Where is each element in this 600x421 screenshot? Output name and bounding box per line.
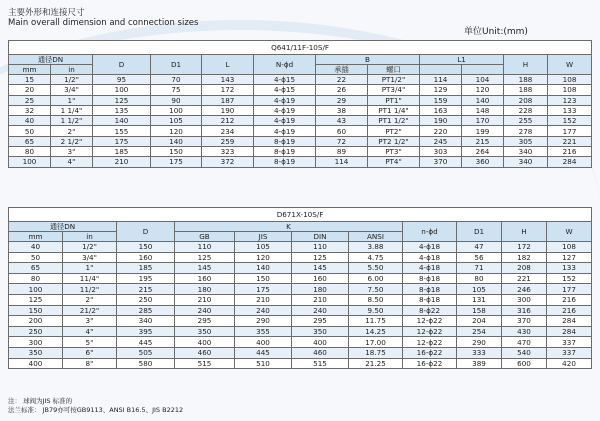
table-cell: 32 bbox=[9, 105, 51, 115]
table-cell: 445 bbox=[235, 347, 292, 358]
table-cell: 4" bbox=[63, 326, 117, 337]
table-cell: 50 bbox=[9, 252, 63, 263]
table-cell: 221 bbox=[502, 273, 547, 284]
table-row bbox=[9, 136, 592, 146]
page-title-chinese: 主要外形和连接尺寸 bbox=[8, 8, 85, 18]
table-cell: 510 bbox=[235, 358, 292, 369]
table-cell: 4-ϕ19 bbox=[254, 126, 316, 136]
table-cell: 175 bbox=[235, 284, 292, 295]
table-cell: 110 bbox=[292, 242, 349, 253]
table-cell: PT4" bbox=[368, 157, 420, 167]
table-cell: 290 bbox=[457, 337, 502, 348]
table-cell: 131 bbox=[457, 294, 502, 305]
header-k-gb: GB bbox=[175, 232, 235, 242]
table-cell: 3.88 bbox=[349, 242, 403, 253]
table-cell: 210 bbox=[175, 294, 235, 305]
header-b-socket: 承插 bbox=[316, 65, 368, 75]
table-row bbox=[9, 75, 592, 85]
table-cell: 250 bbox=[117, 294, 175, 305]
table-cell: 25 bbox=[9, 95, 51, 105]
table-cell: 43 bbox=[316, 116, 368, 126]
table-row bbox=[9, 263, 592, 274]
table-cell: 4-ϕ19 bbox=[254, 116, 316, 126]
table-cell: 284 bbox=[548, 157, 592, 167]
table-cell: 2" bbox=[51, 126, 93, 136]
table-cell: 8-ϕ19 bbox=[254, 147, 316, 157]
table-cell: 3/4" bbox=[63, 252, 117, 263]
header-n-phi-d: n-ϕd bbox=[403, 222, 457, 242]
dimension-table-q641 bbox=[8, 40, 592, 168]
table-cell: 180 bbox=[175, 284, 235, 295]
table-row bbox=[9, 316, 592, 327]
header-w: W bbox=[547, 222, 592, 242]
table-cell: 300 bbox=[502, 294, 547, 305]
header-k-jis: JIS bbox=[235, 232, 292, 242]
table-cell: 38 bbox=[316, 105, 368, 115]
table-cell: 105 bbox=[235, 242, 292, 253]
table-row bbox=[9, 358, 592, 369]
table-cell: 1 1/4" bbox=[51, 105, 93, 115]
table-cell: 216 bbox=[547, 305, 592, 316]
table-cell: 133 bbox=[548, 105, 592, 115]
header-k-din: DIN bbox=[292, 232, 349, 242]
table-cell: 12-ϕ22 bbox=[403, 316, 457, 327]
table-cell: 50 bbox=[9, 126, 51, 136]
header-d: D bbox=[93, 55, 151, 75]
table-cell: 4-ϕ19 bbox=[254, 95, 316, 105]
table-cell: 18.75 bbox=[349, 347, 403, 358]
table-cell: 172 bbox=[502, 242, 547, 253]
table-cell: 104 bbox=[462, 75, 504, 85]
table-cell: 255 bbox=[504, 116, 548, 126]
table-cell: 127 bbox=[547, 252, 592, 263]
table-cell: 240 bbox=[175, 305, 235, 316]
table-cell: 123 bbox=[548, 95, 592, 105]
table-cell: 90 bbox=[151, 95, 202, 105]
table-cell: 8-ϕ18 bbox=[403, 294, 457, 305]
table-cell: 259 bbox=[202, 136, 254, 146]
table-cell: 26 bbox=[316, 85, 368, 95]
table-cell: 460 bbox=[175, 347, 235, 358]
header-d1: D1 bbox=[457, 222, 502, 242]
table-cell: 350 bbox=[175, 326, 235, 337]
table-cell: 16-ϕ22 bbox=[403, 358, 457, 369]
table-cell: 100 bbox=[9, 157, 51, 167]
table-cell: 160 bbox=[117, 252, 175, 263]
table-cell: 72 bbox=[316, 136, 368, 146]
table-cell: 188 bbox=[504, 75, 548, 85]
table-row bbox=[9, 147, 592, 157]
header-d1: D1 bbox=[151, 55, 202, 75]
note-line-1: 注： 球阀为JIS 标准的 bbox=[8, 397, 73, 405]
table-cell: 185 bbox=[93, 147, 151, 157]
table-cell: 108 bbox=[548, 85, 592, 95]
table-row bbox=[9, 105, 592, 115]
table-cell: 100 bbox=[151, 105, 202, 115]
table-cell: 100 bbox=[93, 85, 151, 95]
table-cell: 395 bbox=[117, 326, 175, 337]
table-cell: 228 bbox=[504, 105, 548, 115]
table-cell: 65 bbox=[9, 136, 51, 146]
table-cell: 284 bbox=[547, 316, 592, 327]
table-cell: 1/2" bbox=[51, 75, 93, 85]
table-cell: PT1 1/4" bbox=[368, 105, 420, 115]
header-l1: L1 bbox=[420, 55, 504, 65]
table-cell: 8.50 bbox=[349, 294, 403, 305]
table-cell: 1" bbox=[63, 263, 117, 274]
table-cell: PT3/4" bbox=[368, 85, 420, 95]
table-cell: 580 bbox=[117, 358, 175, 369]
table-cell: 6.00 bbox=[349, 273, 403, 284]
unit-label: 单位Unit:(mm) bbox=[464, 27, 528, 37]
table-cell: 360 bbox=[462, 157, 504, 167]
table-cell: 295 bbox=[175, 316, 235, 327]
table-cell: 4-ϕ19 bbox=[254, 105, 316, 115]
table-cell: 155 bbox=[93, 126, 151, 136]
table-cell: 21.25 bbox=[349, 358, 403, 369]
header-w: W bbox=[548, 55, 592, 75]
table-cell: 188 bbox=[504, 85, 548, 95]
table-cell: 210 bbox=[235, 294, 292, 305]
table-cell: 210 bbox=[292, 294, 349, 305]
table-cell: 143 bbox=[202, 75, 254, 85]
table-cell: 400 bbox=[235, 337, 292, 348]
table-cell: 8" bbox=[63, 358, 117, 369]
table-cell: PT1 1/2" bbox=[368, 116, 420, 126]
table-cell: 445 bbox=[117, 337, 175, 348]
table-cell: 4-ϕ18 bbox=[403, 252, 457, 263]
table-cell: 540 bbox=[502, 347, 547, 358]
header-k-ansi: ANSI bbox=[349, 232, 403, 242]
table-cell: 215 bbox=[462, 136, 504, 146]
header-h: H bbox=[504, 55, 548, 75]
table-cell: 316 bbox=[502, 305, 547, 316]
table-row bbox=[9, 337, 592, 348]
header-l: L bbox=[202, 55, 254, 75]
table-cell: 120 bbox=[151, 126, 202, 136]
table-cell: 71 bbox=[457, 263, 502, 274]
table-cell: 8-ϕ19 bbox=[254, 157, 316, 167]
table-cell: 8-ϕ22 bbox=[403, 305, 457, 316]
table-cell: PT3" bbox=[368, 147, 420, 157]
table-cell: 60 bbox=[316, 126, 368, 136]
table-cell: 4-ϕ18 bbox=[403, 242, 457, 253]
table-cell: 114 bbox=[420, 75, 462, 85]
header-dn: 通径DN bbox=[9, 55, 93, 65]
table-cell: 120 bbox=[462, 85, 504, 95]
table-cell: 190 bbox=[202, 105, 254, 115]
table-cell: 5.50 bbox=[349, 263, 403, 274]
table-cell: 8-ϕ18 bbox=[403, 273, 457, 284]
table-cell: 323 bbox=[202, 147, 254, 157]
table-cell: 135 bbox=[93, 105, 151, 115]
table-cell: 4-ϕ18 bbox=[403, 263, 457, 274]
table-cell: 140 bbox=[235, 263, 292, 274]
table-cell: 430 bbox=[502, 326, 547, 337]
table-cell: 337 bbox=[547, 337, 592, 348]
table-cell: 340 bbox=[504, 147, 548, 157]
table-cell: 190 bbox=[420, 116, 462, 126]
table-cell: 182 bbox=[502, 252, 547, 263]
table-cell: 350 bbox=[9, 347, 63, 358]
table-cell: 254 bbox=[457, 326, 502, 337]
table-cell: 160 bbox=[292, 273, 349, 284]
table-cell: 100 bbox=[9, 284, 63, 295]
table-cell: 389 bbox=[457, 358, 502, 369]
table-cell: 333 bbox=[457, 347, 502, 358]
table-cell: 2 1/2" bbox=[51, 136, 93, 146]
table-row bbox=[9, 347, 592, 358]
table-cell: 11/4" bbox=[63, 273, 117, 284]
table-cell: 140 bbox=[93, 116, 151, 126]
table-cell: 148 bbox=[462, 105, 504, 115]
table-cell: 300 bbox=[9, 337, 63, 348]
header-h: H bbox=[502, 222, 547, 242]
table-cell: 204 bbox=[457, 316, 502, 327]
table-cell: PT2" bbox=[368, 126, 420, 136]
table-cell: 12-ϕ22 bbox=[403, 326, 457, 337]
table-cell: 3/4" bbox=[51, 85, 93, 95]
table-cell: 355 bbox=[235, 326, 292, 337]
table-row bbox=[9, 116, 592, 126]
table-cell: 150 bbox=[235, 273, 292, 284]
table-row bbox=[9, 85, 592, 95]
table-cell: 340 bbox=[504, 157, 548, 167]
table-cell: 140 bbox=[151, 136, 202, 146]
table-cell: 4-ϕ15 bbox=[254, 85, 316, 95]
table-cell: 40 bbox=[9, 116, 51, 126]
table-cell: 8-ϕ19 bbox=[254, 136, 316, 146]
table-cell: 250 bbox=[9, 326, 63, 337]
table-cell: 420 bbox=[547, 358, 592, 369]
table-cell: 515 bbox=[292, 358, 349, 369]
table-cell: 199 bbox=[462, 126, 504, 136]
table-cell: 140 bbox=[462, 95, 504, 105]
table-cell: 150 bbox=[151, 147, 202, 157]
table-cell: 5" bbox=[63, 337, 117, 348]
table-cell: 175 bbox=[93, 136, 151, 146]
table-cell: 125 bbox=[93, 95, 151, 105]
table-cell: 1" bbox=[51, 95, 93, 105]
table-cell: 21/2" bbox=[63, 305, 117, 316]
table-cell: 158 bbox=[457, 305, 502, 316]
table-caption: D671X-10S/F bbox=[9, 208, 592, 222]
table-cell: 175 bbox=[151, 157, 202, 167]
table-cell: 246 bbox=[502, 284, 547, 295]
table-cell: 240 bbox=[292, 305, 349, 316]
table-row bbox=[9, 284, 592, 295]
header-b: B bbox=[316, 55, 420, 65]
table-cell: 8-ϕ18 bbox=[403, 284, 457, 295]
table-cell: 303 bbox=[420, 147, 462, 157]
table-cell: 195 bbox=[117, 273, 175, 284]
table-row bbox=[9, 273, 592, 284]
table-cell: 370 bbox=[420, 157, 462, 167]
table-cell: 1/2" bbox=[63, 242, 117, 253]
table-cell: 221 bbox=[548, 136, 592, 146]
table-cell: 163 bbox=[420, 105, 462, 115]
table-cell: 6" bbox=[63, 347, 117, 358]
table-cell: 47 bbox=[457, 242, 502, 253]
table-cell: 264 bbox=[462, 147, 504, 157]
table-cell: 160 bbox=[175, 273, 235, 284]
table-cell: 152 bbox=[547, 273, 592, 284]
table-cell: 70 bbox=[151, 75, 202, 85]
header-l1-b bbox=[462, 65, 504, 75]
table-row bbox=[9, 157, 592, 167]
table-cell: 80 bbox=[9, 147, 51, 157]
table-cell: 285 bbox=[117, 305, 175, 316]
table-cell: 14.25 bbox=[349, 326, 403, 337]
table-cell: 114 bbox=[316, 157, 368, 167]
table-cell: PT2 1/2" bbox=[368, 136, 420, 146]
table-row bbox=[9, 126, 592, 136]
header-n-phi-d: N-ϕd bbox=[254, 55, 316, 75]
table-cell: 340 bbox=[117, 316, 175, 327]
table-cell: 245 bbox=[420, 136, 462, 146]
table-cell: 400 bbox=[9, 358, 63, 369]
table-cell: 80 bbox=[9, 273, 63, 284]
header-mm: mm bbox=[9, 65, 51, 75]
dimension-table-d671x bbox=[8, 207, 592, 369]
footnotes bbox=[8, 397, 183, 415]
table-cell: 470 bbox=[502, 337, 547, 348]
header-in: in bbox=[63, 232, 117, 242]
table-cell: 150 bbox=[9, 305, 63, 316]
table-cell: 12-ϕ22 bbox=[403, 337, 457, 348]
table-cell: 216 bbox=[548, 147, 592, 157]
table-cell: 187 bbox=[202, 95, 254, 105]
table-cell: 125 bbox=[175, 252, 235, 263]
table-cell: 3" bbox=[51, 147, 93, 157]
table-cell: 16-ϕ22 bbox=[403, 347, 457, 358]
table-cell: 105 bbox=[151, 116, 202, 126]
table-cell: 370 bbox=[502, 316, 547, 327]
table-cell: 208 bbox=[504, 95, 548, 105]
table-cell: PT1/2" bbox=[368, 75, 420, 85]
table-cell: 515 bbox=[175, 358, 235, 369]
table-row bbox=[9, 252, 592, 263]
table-cell: 152 bbox=[548, 116, 592, 126]
table-cell: 133 bbox=[547, 263, 592, 274]
table-cell: 400 bbox=[175, 337, 235, 348]
table-cell: 210 bbox=[93, 157, 151, 167]
table-cell: 177 bbox=[547, 284, 592, 295]
table-cell: 172 bbox=[202, 85, 254, 95]
table-cell: 208 bbox=[502, 263, 547, 274]
header-mm: mm bbox=[9, 232, 63, 242]
table-cell: 108 bbox=[547, 242, 592, 253]
table-cell: 56 bbox=[457, 252, 502, 263]
table-cell: 65 bbox=[9, 263, 63, 274]
header-in: in bbox=[51, 65, 93, 75]
table-cell: 15 bbox=[9, 75, 51, 85]
table-cell: 600 bbox=[502, 358, 547, 369]
header-dn: 通径DN bbox=[9, 222, 117, 232]
table-cell: 220 bbox=[420, 126, 462, 136]
table-cell: 159 bbox=[420, 95, 462, 105]
table-cell: 1 1/2" bbox=[51, 116, 93, 126]
table-cell: 372 bbox=[202, 157, 254, 167]
table-cell: 7.50 bbox=[349, 284, 403, 295]
table-row bbox=[9, 294, 592, 305]
table-cell: 212 bbox=[202, 116, 254, 126]
table-cell: 177 bbox=[548, 126, 592, 136]
table-cell: 11/2" bbox=[63, 284, 117, 295]
table-caption: Q641/11F-10S/F bbox=[9, 41, 592, 55]
table-cell: 170 bbox=[462, 116, 504, 126]
table-cell: PT1" bbox=[368, 95, 420, 105]
table-cell: 185 bbox=[117, 263, 175, 274]
table-row bbox=[9, 326, 592, 337]
table-cell: 95 bbox=[93, 75, 151, 85]
table-cell: 460 bbox=[292, 347, 349, 358]
table-cell: 75 bbox=[151, 85, 202, 95]
table-cell: 3" bbox=[63, 316, 117, 327]
table-cell: 4" bbox=[51, 157, 93, 167]
header-k: K bbox=[175, 222, 403, 232]
table-cell: 80 bbox=[457, 273, 502, 284]
table-cell: 108 bbox=[548, 75, 592, 85]
page-title-english: Main overall dimension and connection sizes bbox=[8, 18, 199, 28]
table-cell: 215 bbox=[117, 284, 175, 295]
table-cell: 125 bbox=[292, 252, 349, 263]
table-cell: 22 bbox=[316, 75, 368, 85]
table-cell: 290 bbox=[235, 316, 292, 327]
table-cell: 89 bbox=[316, 147, 368, 157]
table-row bbox=[9, 305, 592, 316]
table-cell: 145 bbox=[292, 263, 349, 274]
table-cell: 17.00 bbox=[349, 337, 403, 348]
table-cell: 20 bbox=[9, 85, 51, 95]
table-cell: 337 bbox=[547, 347, 592, 358]
header-b-thread: 螺口 bbox=[368, 65, 420, 75]
table-cell: 105 bbox=[457, 284, 502, 295]
table-cell: 145 bbox=[175, 263, 235, 274]
table-cell: 305 bbox=[504, 136, 548, 146]
table-cell: 125 bbox=[9, 294, 63, 305]
header-l1-a bbox=[420, 65, 462, 75]
note-line-2: 法兰标准： JB79亦可按GB9113、ANSI B16.5、JIS B2212 bbox=[8, 406, 184, 414]
table-cell: 350 bbox=[292, 326, 349, 337]
table-cell: 2" bbox=[63, 294, 117, 305]
table-cell: 234 bbox=[202, 126, 254, 136]
table-cell: 4.75 bbox=[349, 252, 403, 263]
header-d: D bbox=[117, 222, 175, 242]
table-cell: 120 bbox=[235, 252, 292, 263]
table-cell: 216 bbox=[547, 294, 592, 305]
table-cell: 505 bbox=[117, 347, 175, 358]
table-cell: 278 bbox=[504, 126, 548, 136]
table-row bbox=[9, 95, 592, 105]
table-cell: 9.50 bbox=[349, 305, 403, 316]
table-cell: 4-ϕ15 bbox=[254, 75, 316, 85]
table-cell: 295 bbox=[292, 316, 349, 327]
table-cell: 40 bbox=[9, 242, 63, 253]
table-cell: 29 bbox=[316, 95, 368, 105]
table-cell: 284 bbox=[547, 326, 592, 337]
table-cell: 110 bbox=[175, 242, 235, 253]
table-cell: 180 bbox=[292, 284, 349, 295]
table-cell: 400 bbox=[292, 337, 349, 348]
table-cell: 200 bbox=[9, 316, 63, 327]
table-cell: 11.75 bbox=[349, 316, 403, 327]
table-cell: 129 bbox=[420, 85, 462, 95]
table-cell: 150 bbox=[117, 242, 175, 253]
table-row bbox=[9, 242, 592, 253]
table-cell: 240 bbox=[235, 305, 292, 316]
